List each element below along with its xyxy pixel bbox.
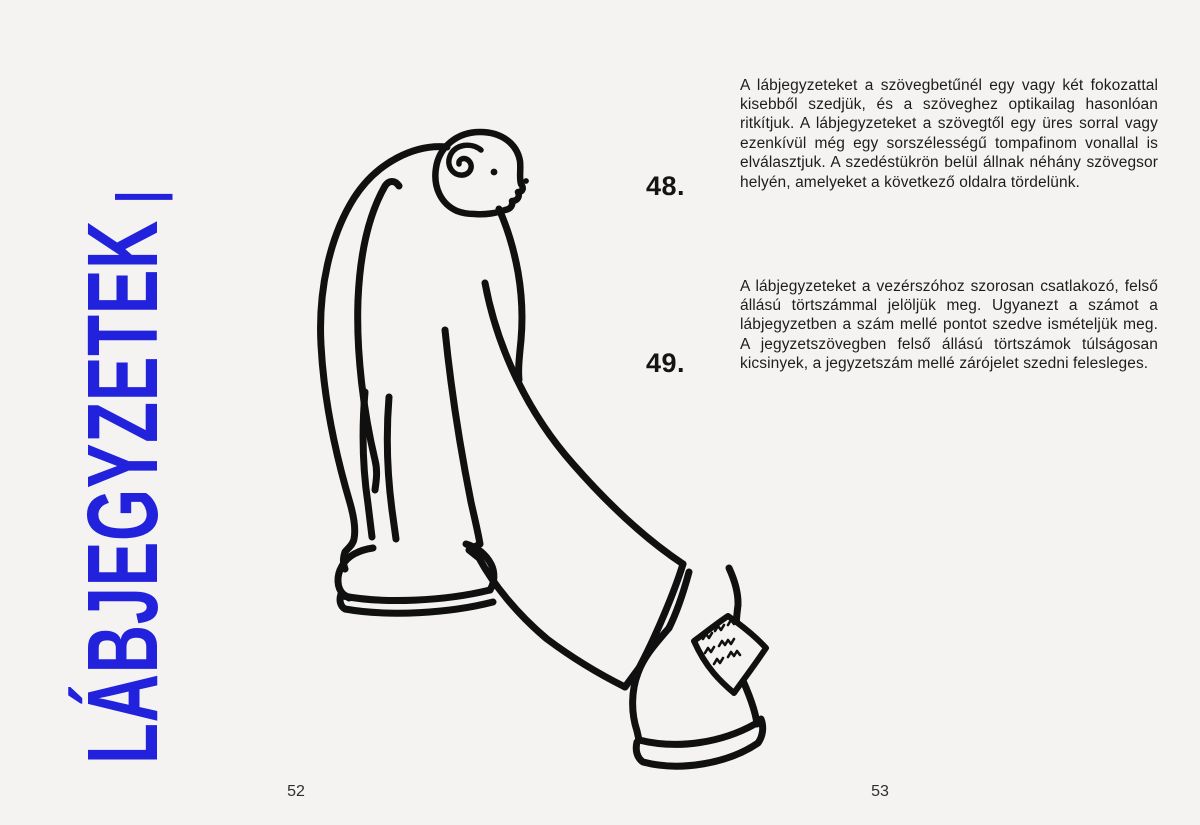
- page-number-right: 53: [871, 783, 889, 800]
- hair-curl-icon: [449, 145, 481, 175]
- section-number-49: 49.: [646, 348, 686, 378]
- front-boot-sole-top: [639, 724, 755, 744]
- eye-dot: [491, 169, 498, 176]
- walking-figure-illustration: [285, 112, 775, 812]
- coat-cuff-edge-line: [625, 564, 683, 687]
- speck-dot: [523, 178, 529, 184]
- rear-leg-right-line: [387, 397, 396, 539]
- front-ankle-right-line: [729, 568, 738, 603]
- rear-shoe-sole-top: [343, 590, 490, 601]
- coat-front-sweep-line: [485, 283, 686, 564]
- head-outline: [435, 132, 522, 214]
- walking-figure-svg: [285, 112, 775, 812]
- page-title-vertical: LÁBJEGYZETEK: [67, 219, 179, 764]
- back-hump-line: [321, 147, 447, 569]
- section-body-49: A lábjegyzeteket a vezérszóhoz szorosan csatlakozó, felső állású törtszámmal jelöljük meg. Ugyanezt a számot a lábjegyzetben a szám mellé pontot szedve ismételjük meg. A jegyzetszövegben felső állású törtszámok túlságosan kicsinyek, a jegyzetszám mellé zárójelet szedni felesleges.: [740, 277, 1158, 373]
- section-body-48: A lábjegyzeteket a szövegbetűnél egy vagy két fokozattal kisebből szedjük, és a szöveghez optikailag hasonlóan ritkítjuk. A lábjegyzeteket a szövegtől egy üres sorral vagy ezenkívül még egy sorszélességű tompafinom vonallal is elválasztjuk. A szedéstükrön belül állnak néhány szövegsor helyén, amelyeket a következő oldalra tördelünk.: [740, 76, 1158, 191]
- title-underscore: _: [116, 36, 172, 216]
- coat-back-edge-line: [445, 330, 625, 687]
- page-number-left: 52: [287, 783, 305, 800]
- footnote-paper-icon: [694, 616, 766, 693]
- section-number-48: 48.: [646, 171, 686, 201]
